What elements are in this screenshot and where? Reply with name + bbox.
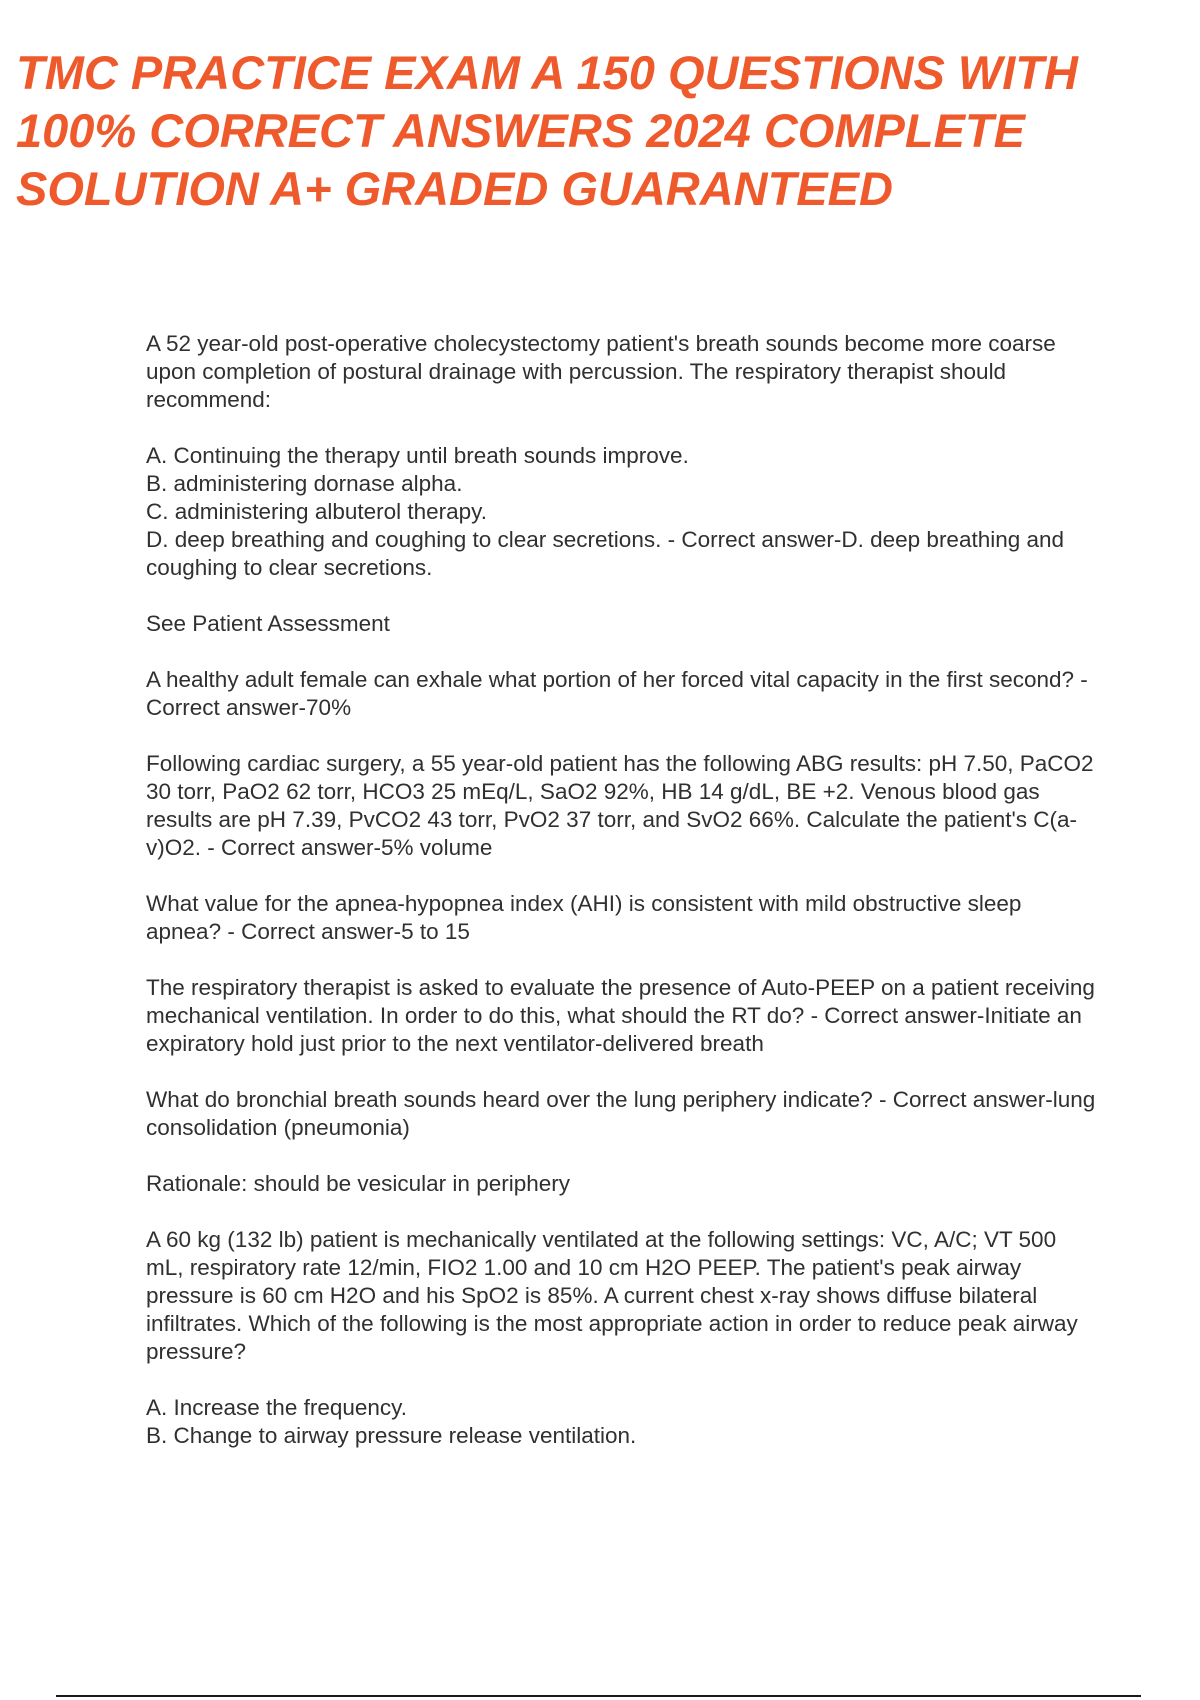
- question-4: What value for the apnea-hypopnea index (AHI) is consistent with mild obstructive sleep apnea? - Correct answer-5 to 15: [146, 891, 1022, 944]
- question-6-rationale: Rationale: should be vesicular in periphery: [146, 1171, 570, 1196]
- document-title: TMC PRACTICE EXAM A 150 QUESTIONS WITH 100% CORRECT ANSWERS 2024 COMPLETE SOLUTION A+ GRADED GUARANTEED: [16, 46, 1078, 215]
- document-body: [146, 330, 1096, 1478]
- question-1-note: See Patient Assessment: [146, 611, 390, 636]
- question-7-stem: A 60 kg (132 lb) patient is mechanically ventilated at the following settings: VC, A/C; VT 500 mL, respiratory rate 12/min, FIO2 1.00 and 10 cm H2O PEEP. The patient's peak airway pressure is 60 cm H2O and his SpO2 is 85%. A current chest x-ray shows diffuse bilateral infiltrates. Which of the following is the most appropriate action in order to reduce peak airway pressure?: [146, 1227, 1078, 1364]
- question-7-options: A. Increase the frequency. B. Change to airway pressure release ventilation.: [146, 1395, 637, 1448]
- question-3: Following cardiac surgery, a 55 year-old patient has the following ABG results: pH 7.50, PaCO2 30 torr, PaO2 62 torr, HCO3 25 mEq/L, SaO2 92%, HB 14 g/dL, BE +2. Venous blood gas results are pH 7.39, PvCO2 43 torr, PvO2 37 torr, and SvO2 66%. Calculate the patient's C(a-v)O2. - Correct answer-5% volume: [146, 751, 1094, 860]
- question-5: The respiratory therapist is asked to evaluate the presence of Auto-PEEP on a patient receiving mechanical ventilation. In order to do this, what should the RT do? - Correct answer-Initiate an expiratory hold just prior to the next ventilator-delivered breath: [146, 975, 1095, 1056]
- footer-divider: [56, 1695, 1141, 1697]
- question-2: A healthy adult female can exhale what portion of her forced vital capacity in the first second? - Correct answer-70%: [146, 667, 1088, 720]
- question-6: What do bronchial breath sounds heard over the lung periphery indicate? - Correct answer-lung consolidation (pneumonia): [146, 1087, 1096, 1140]
- question-1-stem: A 52 year-old post-operative cholecystectomy patient's breath sounds become more coarse upon completion of postural drainage with percussion. The respiratory therapist should recommend:: [146, 331, 1056, 412]
- question-1-options: A. Continuing the therapy until breath sounds improve. B. administering dornase alpha. C. administering albuterol therapy. D. deep breathing and coughing to clear secretions. - Correct answer-D. deep breathing and coughing to clear secretions.: [146, 443, 1065, 580]
